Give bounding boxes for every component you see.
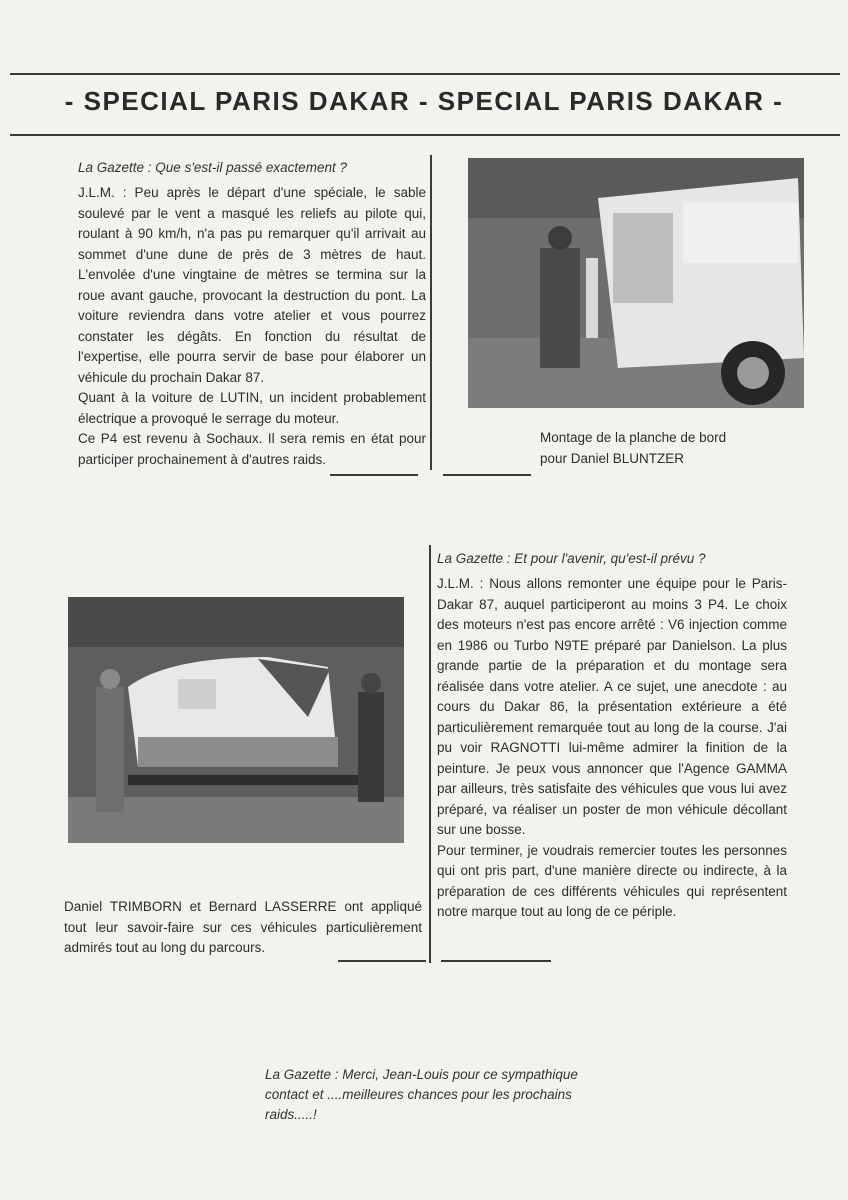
vehicle-body-photo	[68, 597, 404, 843]
photo1-caption	[540, 428, 726, 469]
column-divider-vertical-2	[429, 545, 431, 963]
photo2-end-rule	[338, 960, 426, 962]
photo2-caption: Daniel TRIMBORN et Bernard LASSERRE ont appliqué tout leur savoir-faire sur ces véhicules particulièrement admirés tout au long du parcours.	[64, 899, 422, 955]
photo1-end-rule	[443, 474, 531, 476]
section2-paragraph: Pour terminer, je voudrais remercier toutes les personnes qui ont pris part, d'une manière directe ou indirecte, à la préparation de ces différents véhicules qui représentent notre marque tout au long de ce périple.	[437, 842, 787, 919]
section2-question: La Gazette : Et pour l'avenir, qu'est-il prévu ?	[437, 551, 706, 566]
column-divider-vertical	[430, 155, 432, 470]
section1-body	[78, 183, 426, 470]
section1-question: La Gazette : Que s'est-il passé exactement ?	[78, 160, 347, 175]
section2-body	[437, 574, 787, 923]
header-top-rule	[10, 73, 840, 75]
photo1-caption-line: pour Daniel BLUNTZER	[540, 450, 685, 466]
section2-paragraph: J.L.M. : Nous allons remonter une équipe pour le Paris-Dakar 87, auquel participeront au moins 3 P4. Le choix des moteurs n'est pas encore arrêté : V6 injection comme en 1986 ou Turbo N9TE préparé par Danielson. La plus grande partie de la préparation et du montage sera réalisée dans votre atelier. A ce sujet, une anecdote : au cours du Dakar 86, la présentation extérieure a été particulièrement remarquée tout au long de la course. J'ai pu voir RAGNOTTI lui-même admirer la finition de la peinture. Je peux vous annoncer que l'Agence GAMMA par ailleurs, très satisfaite des véhicules que vous lui avez préparé, va réaliser un poster de mon véhicule décollant sur une bosse.	[437, 576, 787, 837]
workshop-dashboard-photo	[468, 158, 804, 408]
closing-note: La Gazette : Merci, Jean-Louis pour ce sympathique contact et ....meilleures chances pour les prochains raids.....!	[265, 1067, 578, 1122]
header-bottom-rule	[10, 134, 840, 136]
page-banner: - SPECIAL PARIS DAKAR - SPECIAL PARIS DAKAR -	[64, 86, 784, 116]
section1-paragraph: Ce P4 est revenu à Sochaux. Il sera remis en état pour participer prochainement à d'autres raids.	[78, 431, 426, 467]
section1-paragraph: J.L.M. : Peu après le départ d'une spéciale, le sable soulevé par le vent a masqué les reliefs au pilote qui, roulant à 90 km/h, n'a pas pu remarquer qu'il arrivait au sommet d'une dune de près de 3 mètres de haut. L'envolée d'une vingtaine de mètres se termina sur la roue avant gauche, provocant la destruction du pont. La voiture reviendra dans votre atelier et vous pourrez constater les dégâts. En fonction du résultat de l'expertise, elle pourra servir de base pour élaborer un véhicule du prochain Dakar 87.	[78, 185, 426, 385]
photo1-caption-line: Montage de la planche de bord	[540, 430, 727, 445]
section1-end-rule	[330, 474, 418, 476]
section1-paragraph: Quant à la voiture de LUTIN, un incident probablement électrique a provoqué le serrage du moteur.	[78, 390, 426, 426]
section2-end-rule	[441, 960, 551, 962]
